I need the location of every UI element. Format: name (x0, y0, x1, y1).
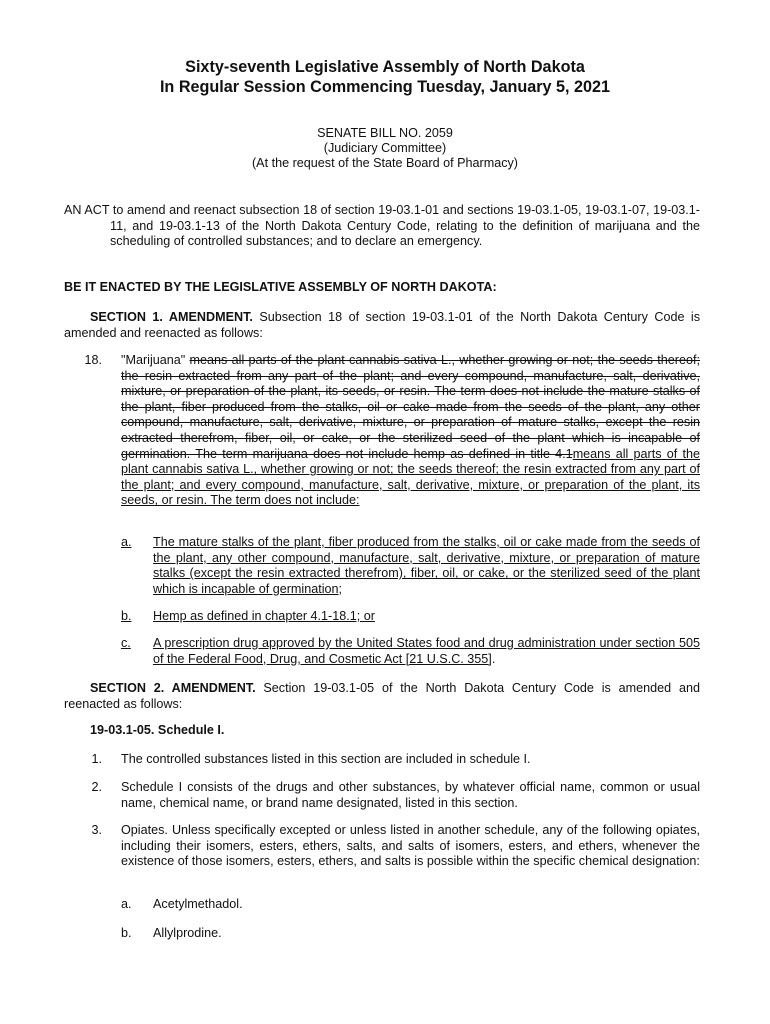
schedule-item-3: Opiates. Unless specifically excepted or unless listed in another schedule, any of the following opiates, including their isomers, esters, ethers, salts, and salts of isomers, esters, and ethers, whenever the existence of those isomers, esters, ethers, and salts is possible within the specific chemical designation: (121, 823, 700, 869)
stricken-text: means all parts of the plant cannabis sativa L., whether growing or not; the seeds thereof; the resin extracted from any part of the plant; and every compound, manufacture, salt, derivative, mixture, or preparation of the plant, its seeds, or resin. The term does not include the mature stalks of the plant, fiber produced from the stalks, oil or cake made from the seeds of the plant, any other compound, manufacture, salt, derivative, mixture, or preparation of mature stalks, except the resin extracted therefrom, fiber, oil, or cake, or the sterilized seed of the plant which is incapable of germination. The term marijuana does not include hemp as defined in title 4.1 (121, 353, 700, 461)
subitem-a-label: a. (121, 535, 132, 549)
schedule-1-heading: 19-03.1-05. Schedule I. (90, 723, 225, 737)
committee: (Judiciary Committee) (323, 141, 447, 155)
bill-info (0, 126, 770, 171)
section-1-heading: SECTION 1. AMENDMENT. (90, 310, 253, 324)
subitem-b-label: b. (121, 609, 132, 623)
schedule-item-2-num: 2. (91, 780, 102, 794)
section-2-heading: SECTION 2. AMENDMENT. (90, 681, 256, 695)
subitem-a-text: The mature stalks of the plant, fiber produced from the stalks, oil or cake made from the seeds of the plant, any other compound, manufacture, salt, derivative, mixture, or preparation of mature stalks (except the resin extracted therefrom), fiber, oil, or cake, or the sterilized seed of the plant which is incapable of germination; (153, 535, 700, 596)
section-2-text: Section 19-03.1-05 of the North Dakota Century Code is amended and reenacted as follows: (64, 681, 700, 711)
subitem-c-text: A prescription drug approved by the United States food and drug administration under section 505 of the Federal Food, Drug, and Cosmetic Act [21 U.S.C. 355]. (153, 636, 700, 666)
act-title: AN ACT to amend and reenact subsection 18 of section 19-03.1-01 and sections 19-03.1-05, 19-03.1-07, 19-03.1-11, and 19-03.1-13 of the North Dakota Century Code, relating to the definition of marijuana and the scheduling of controlled substances; and to declare an emergency. (64, 203, 700, 249)
session-title: In Regular Session Commencing Tuesday, January 5, 2021 (159, 78, 611, 96)
assembly-title: Sixty-seventh Legislative Assembly of North Dakota (185, 58, 585, 76)
item-number-18: 18. (84, 353, 102, 367)
schedule-item-1: The controlled substances listed in this section are included in schedule I. (121, 752, 531, 766)
opiate-a-label: a. (121, 897, 132, 911)
schedule-item-2: Schedule I consists of the drugs and other substances, by whatever official name, common or usual name, chemical name, or brand name designated, listed in this section. (121, 780, 700, 810)
opiate-b-text: Allylprodine. (153, 926, 222, 940)
request-note: (At the request of the State Board of Pharmacy) (251, 156, 518, 170)
schedule-item-1-num: 1. (91, 752, 102, 766)
title-block (0, 57, 770, 97)
subitem-b-text: Hemp as defined in chapter 4.1-18.1; or (153, 609, 375, 623)
section-2 (64, 681, 700, 712)
added-text: means all parts of the plant cannabis sativa L., whether growing or not; the seeds thereof; the resin extracted from any part of the plant; and every compound, manufacture, salt, derivative, mixture, or preparation of the plant, its seeds, or resin. The term does not include: (121, 446, 700, 508)
definition-term: "Marijuana" (121, 353, 190, 367)
marijuana-definition (121, 353, 700, 509)
enacting-clause: BE IT ENACTED BY THE LEGISLATIVE ASSEMBLY OF NORTH DAKOTA: (64, 280, 497, 294)
bill-number: SENATE BILL NO. 2059 (317, 126, 453, 140)
schedule-item-3-num: 3. (91, 823, 102, 837)
subitem-c-label: c. (121, 636, 131, 650)
section-1 (64, 310, 700, 341)
section-1-text: Subsection 18 of section 19-03.1-01 of the North Dakota Century Code is amended and reenacted as follows: (64, 310, 701, 340)
opiate-b-label: b. (121, 926, 132, 940)
opiate-a-text: Acetylmethadol. (153, 897, 243, 911)
